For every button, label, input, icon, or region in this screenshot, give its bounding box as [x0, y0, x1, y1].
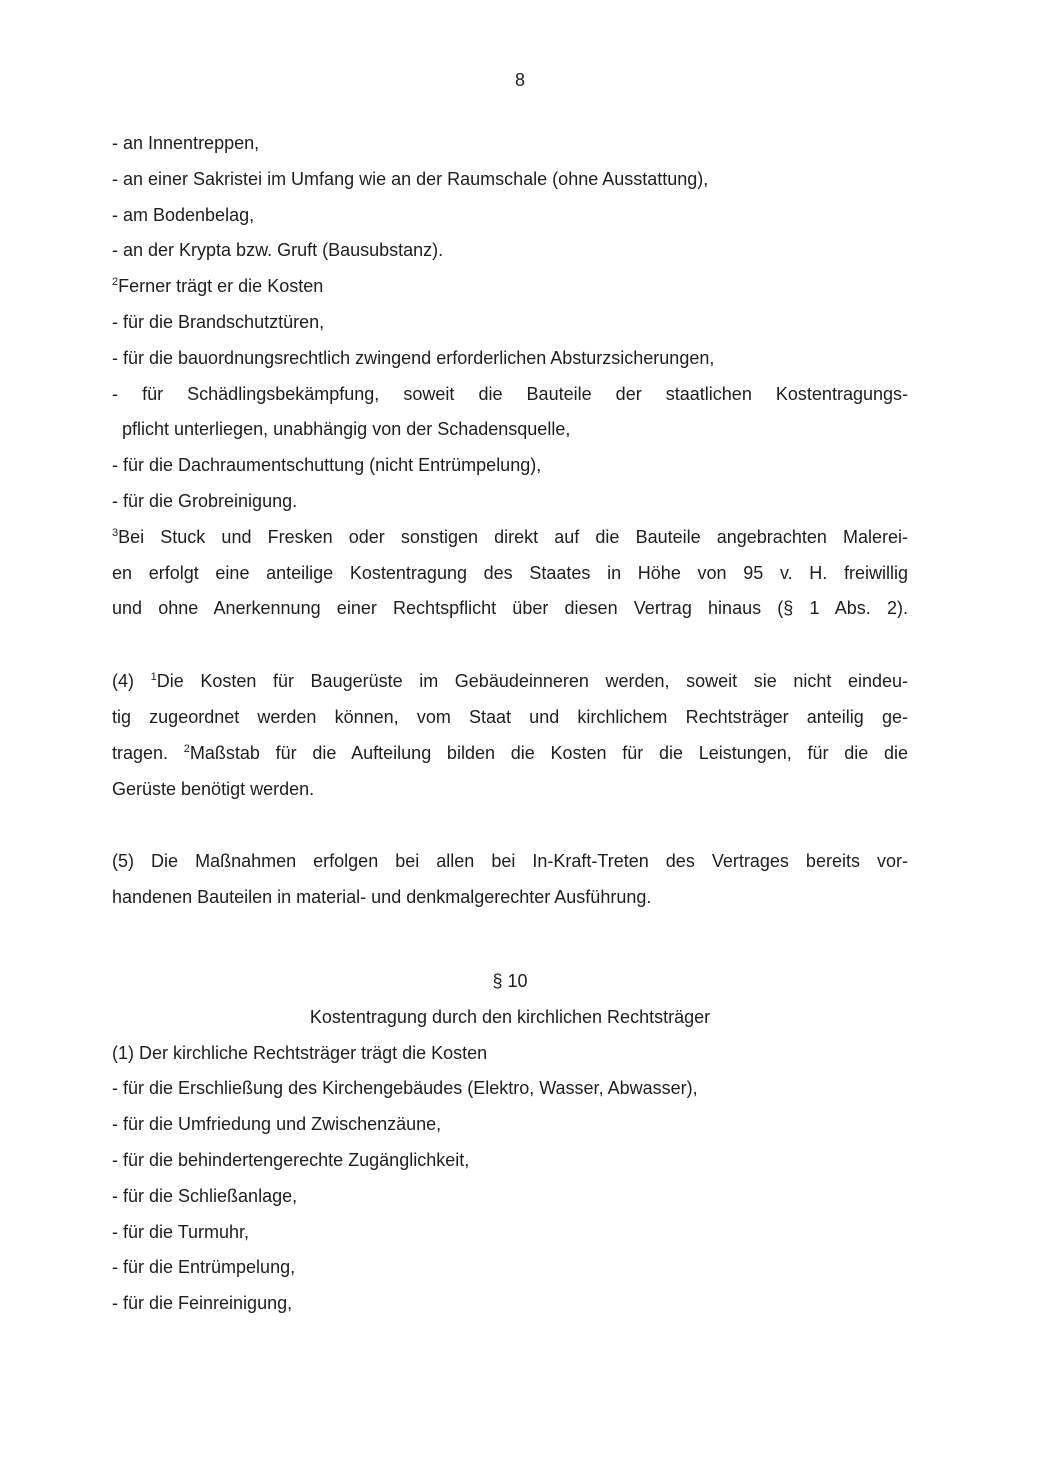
- sentence-text: Maßstab für die Aufteilung bilden die Kosten für die Leistungen, für die die: [189, 742, 908, 763]
- section-intro: (1) Der kirchliche Rechtsträger trägt die Kosten: [112, 1042, 488, 1063]
- page-number: 8: [514, 70, 525, 90]
- list-item: - für die bauordnungsrechtlich zwingend erforderlichen Absturzsicherungen,: [112, 347, 715, 368]
- page-body: [112, 126, 908, 1322]
- spacer: [112, 807, 908, 844]
- list-item: - für die behindertengerechte Zugänglichkeit,: [112, 1149, 470, 1170]
- list-item: - an Innentreppen,: [112, 133, 260, 153]
- list-item: - für die Brandschutztüren,: [112, 311, 325, 332]
- sentence-text: tragen.: [112, 742, 184, 763]
- list-item: - für die Entrümpelung,: [112, 1257, 296, 1278]
- paragraph-number: (4): [112, 671, 151, 692]
- list-item: - für die Dachraumentschuttung (nicht Entrümpelung),: [112, 455, 542, 476]
- sentence-number: 1: [150, 671, 157, 684]
- list-item: - am Bodenbelag,: [112, 204, 255, 225]
- list-item-continuation: pflicht unterliegen, unabhängig von der Schadensquelle,: [122, 419, 571, 440]
- sentence-text: Bei Stuck und Fresken oder sonstigen direkt auf die Bauteile angebrachten Malerei-: [118, 526, 908, 547]
- paragraph-4-line: Gerüste benötigt werden.: [112, 778, 315, 799]
- paragraph-5-line: handenen Bauteilen in material- und denkmalgerechter Ausführung.: [112, 887, 652, 908]
- paragraph-line: en erfolgt eine anteilige Kostentragung des Staates in Höhe von 95 v. H. freiwillig: [112, 562, 908, 583]
- paragraph-4-line: [112, 664, 908, 700]
- list-item: - an einer Sakristei im Umfang wie an der Raumschale (ohne Ausstattung),: [112, 168, 709, 189]
- sentence-3: [112, 520, 908, 556]
- sentence-2: [112, 269, 908, 305]
- paragraph-4-line: tig zugeordnet werden können, vom Staat und kirchlichem Rechtsträger anteilig ge-: [112, 706, 908, 727]
- spacer: [112, 916, 908, 964]
- paragraph-line: und ohne Anerkennung einer Rechtspflicht über diesen Vertrag hinaus (§ 1 Abs. 2).: [112, 598, 908, 619]
- list-item: - für die Schließanlage,: [112, 1185, 298, 1206]
- list-item: - für die Turmuhr,: [112, 1221, 250, 1242]
- sentence-number: 2: [183, 742, 190, 755]
- list-item: - an der Krypta bzw. Gruft (Bausubstanz).: [112, 240, 444, 261]
- sentence-text: Die Kosten für Baugerüste im Gebäudeinneren werden, soweit sie nicht eindeu-: [156, 671, 908, 692]
- list-item: - für die Erschließung des Kirchengebäudes (Elektro, Wasser, Abwasser),: [112, 1078, 698, 1099]
- paragraph-5-line: (5) Die Maßnahmen erfolgen bei allen bei In-Kraft-Treten des Vertrages bereits vor-: [112, 851, 908, 872]
- list-item: - für die Grobreinigung.: [112, 490, 298, 511]
- spacer: [112, 627, 908, 664]
- sentence-number: 3: [112, 526, 119, 539]
- list-item: - für Schädlingsbekämpfung, soweit die Bauteile der staatlichen Kostentragungs-: [112, 383, 908, 404]
- list-item: - für die Umfriedung und Zwischenzäune,: [112, 1114, 442, 1135]
- sentence-text: Ferner trägt er die Kosten: [118, 276, 324, 297]
- list-item: - für die Feinreinigung,: [112, 1293, 293, 1314]
- section-title: Kostentragung durch den kirchlichen Rechtsträger: [309, 1006, 711, 1027]
- sentence-number: 2: [112, 276, 119, 289]
- paragraph-4-line: [112, 736, 908, 772]
- section-heading: § 10: [492, 970, 528, 991]
